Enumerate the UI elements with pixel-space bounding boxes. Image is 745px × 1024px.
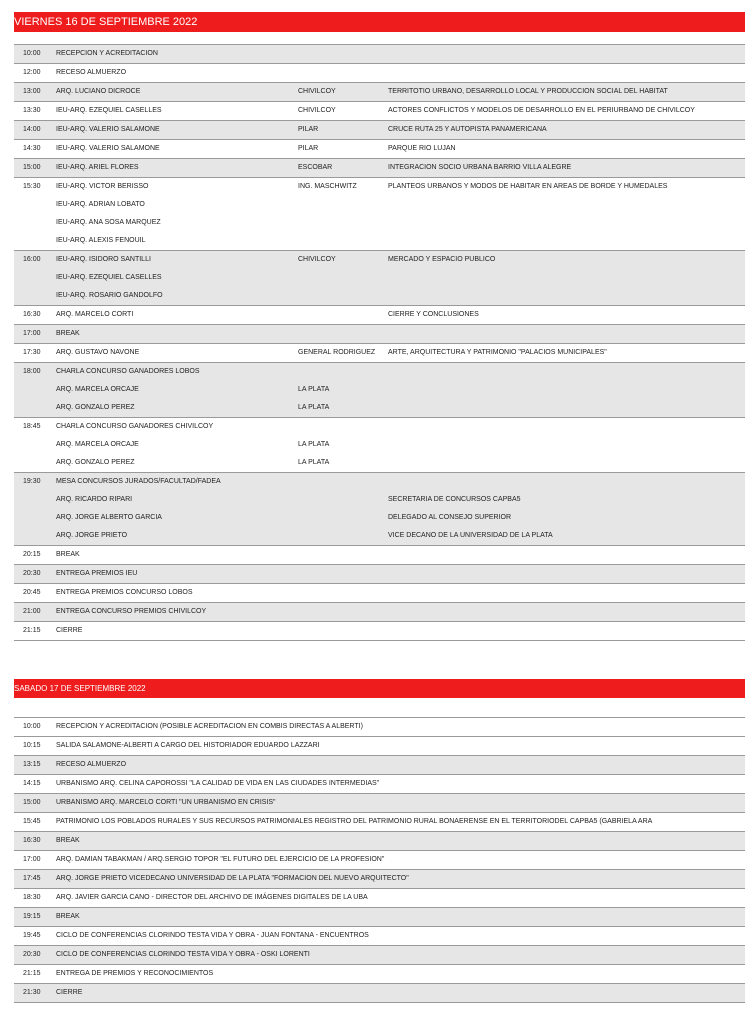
row-name: BREAK [56, 837, 80, 844]
row-name: ARQ. LUCIANO DICROCE [56, 88, 141, 95]
row-name: RECEPCION Y ACREDITACION [56, 50, 158, 57]
row-name: ENTREGA DE PREMIOS Y RECONOCIMIENTOS [56, 970, 214, 977]
row-time: 18:30 [23, 894, 41, 901]
row-desc: PARQUE RIO LUJAN [388, 145, 456, 152]
row-time: 17:45 [23, 875, 41, 882]
schedule-row [14, 491, 745, 509]
saturday-schedule-table [14, 717, 745, 1003]
schedule-row [14, 756, 745, 775]
row-name: IEU-ARQ. VALERIO SALAMONE [56, 145, 160, 152]
row-desc: MERCADO Y ESPACIO PUBLICO [388, 256, 496, 263]
schedule-row [14, 269, 745, 287]
row-name: URBANISMO ARQ. CELINA CAPOROSSI "LA CALIDAD DE VIDA EN LAS CIUDADES INTERMEDIAS" [56, 780, 380, 787]
schedule-row [14, 381, 745, 399]
row-place: CHIVILCOY [298, 256, 336, 263]
row-time: 14:15 [23, 780, 41, 787]
row-name: ENTREGA CONCURSO PREMIOS CHIVILCOY [56, 608, 207, 615]
schedule-row [14, 306, 745, 325]
row-name: ARQ. JORGE ALBERTO GARCIA [56, 514, 162, 521]
schedule-row [14, 214, 745, 232]
row-name: ARQ. MARCELO CORTI [56, 311, 134, 318]
row-time: 19:45 [23, 932, 41, 939]
schedule-row [14, 870, 745, 889]
row-time: 15:30 [23, 183, 41, 190]
schedule-row [14, 454, 745, 473]
schedule-row [14, 965, 745, 984]
row-time: 10:00 [23, 50, 41, 57]
friday-schedule-table [14, 44, 745, 641]
row-name: ENTREGA PREMIOS IEU [56, 570, 138, 577]
schedule-row [14, 473, 745, 491]
row-name: IEU-ARQ. EZEQUIEL CASELLES [56, 274, 162, 281]
row-place: LA PLATA [298, 404, 330, 411]
row-time: 21:15 [23, 627, 41, 634]
row-desc: SECRETARIA DE CONCURSOS CAPBA5 [388, 496, 521, 503]
row-name: IEU-ARQ. EZEQUIEL CASELLES [56, 107, 162, 114]
row-name: IEU-ARQ. VICTOR BERISSO [56, 183, 149, 190]
row-name: BREAK [56, 330, 80, 337]
row-name: ENTREGA PREMIOS CONCURSO LOBOS [56, 589, 193, 596]
row-name: CICLO DE CONFERENCIAS CLORINDO TESTA VIDA Y OBRA - JUAN FONTANA - ENCUENTROS [56, 932, 369, 939]
schedule-row [14, 64, 745, 83]
row-time: 10:00 [23, 723, 41, 730]
row-name: RECESO ALMUERZO [56, 69, 127, 76]
row-time: 21:15 [23, 970, 41, 977]
schedule-row [14, 775, 745, 794]
schedule-row [14, 603, 745, 622]
row-place: CHIVILCOY [298, 88, 336, 95]
schedule-row [14, 251, 745, 269]
row-name: BREAK [56, 551, 80, 558]
schedule-row [14, 509, 745, 527]
schedule-row [14, 232, 745, 251]
row-name: MESA CONCURSOS JURADOS/FACULTAD/FADEA [56, 478, 221, 485]
row-place: GENERAL RODRIGUEZ [298, 349, 376, 356]
row-place: ESCOBAR [298, 164, 333, 171]
schedule-row [14, 83, 745, 102]
row-time: 10:15 [23, 742, 41, 749]
row-place: ING. MASCHWITZ [298, 183, 357, 190]
schedule-row [14, 527, 745, 546]
row-name: SALIDA SALAMONE-ALBERTI A CARGO DEL HISTORIADOR EDUARDO LAZZARI [56, 742, 320, 749]
row-time: 17:00 [23, 330, 41, 337]
row-time: 15:45 [23, 818, 41, 825]
row-time: 18:45 [23, 423, 41, 430]
schedule-row [14, 102, 745, 121]
row-desc: CIERRE Y CONCLUSIONES [388, 311, 479, 318]
row-place: PILAR [298, 126, 319, 133]
row-place: CHIVILCOY [298, 107, 336, 114]
row-name: CHARLA CONCURSO GANADORES CHIVILCOY [56, 423, 214, 430]
row-time: 14:30 [23, 145, 41, 152]
row-desc: CRUCE RUTA 25 Y AUTOPISTA PANAMERICANA [388, 126, 547, 133]
schedule-row [14, 927, 745, 946]
schedule-row [14, 436, 745, 454]
row-time: 20:15 [23, 551, 41, 558]
row-time: 20:30 [23, 570, 41, 577]
row-name: ARQ. DAMIAN TABAKMAN / ARQ.SERGIO TOPOR "EL FUTURO DEL EJERCICIO DE LA PROFESION" [56, 856, 385, 863]
schedule-row [14, 399, 745, 418]
row-time: 18:00 [23, 368, 41, 375]
schedule-row [14, 718, 745, 737]
friday-title: VIERNES 16 DE SEPTIEMBRE 2022 [14, 16, 198, 28]
schedule-row [14, 565, 745, 584]
row-place: LA PLATA [298, 459, 330, 466]
row-time: 17:30 [23, 349, 41, 356]
row-name: ARQ. JORGE PRIETO VICEDECANO UNIVERSIDAD DE LA PLATA "FORMACION DEL NUEVO ARQUITECTO" [56, 875, 409, 882]
row-time: 19:30 [23, 478, 41, 485]
row-time: 15:00 [23, 799, 41, 806]
row-name: RECEPCION Y ACREDITACION (POSIBLE ACREDITACION EN COMBIS DIRECTAS A ALBERTI) [56, 723, 363, 730]
row-name: IEU-ARQ. ANA SOSA MARQUEZ [56, 219, 161, 226]
row-time: 13:15 [23, 761, 41, 768]
row-name: ARQ. JAVIER GARCIA CANO - DIRECTOR DEL ARCHIVO DE IMÁGENES DIGITALES DE LA UBA [56, 894, 368, 901]
row-name: CIERRE [56, 627, 83, 634]
row-name: ARQ. MARCELA ORCAJE [56, 386, 139, 393]
schedule-row [14, 889, 745, 908]
row-name: IEU-ARQ. ROSARIO GANDOLFO [56, 292, 163, 299]
schedule-row [14, 344, 745, 363]
schedule-row [14, 832, 745, 851]
row-time: 13:00 [23, 88, 41, 95]
schedule-row [14, 121, 745, 140]
row-name: ARQ. GUSTAVO NAVONE [56, 349, 140, 356]
row-time: 19:15 [23, 913, 41, 920]
row-name: CHARLA CONCURSO GANADORES LOBOS [56, 368, 200, 375]
row-time: 14:00 [23, 126, 41, 133]
row-name: IEU-ARQ. ISIDORO SANTILLI [56, 256, 151, 263]
row-name: CIERRE [56, 989, 83, 996]
row-time: 16:30 [23, 311, 41, 318]
schedule-row [14, 946, 745, 965]
row-time: 12:00 [23, 69, 41, 76]
row-name: ARQ. RICARDO RIPARI [56, 496, 133, 503]
row-place: PILAR [298, 145, 319, 152]
row-time: 17:00 [23, 856, 41, 863]
schedule-row [14, 287, 745, 306]
row-name: ARQ. GONZALO PEREZ [56, 404, 135, 411]
row-place: LA PLATA [298, 441, 330, 448]
schedule-row [14, 908, 745, 927]
row-desc: INTEGRACION SOCIO URBANA BARRIO VILLA ALEGRE [388, 164, 572, 171]
row-name: IEU-ARQ. ALEXIS FENOUIL [56, 237, 146, 244]
schedule-row [14, 546, 745, 565]
row-name: CICLO DE CONFERENCIAS CLORINDO TESTA VIDA Y OBRA - OSKI LORENTI [56, 951, 310, 958]
friday-banner [14, 12, 745, 32]
schedule-row [14, 584, 745, 603]
row-name: IEU-ARQ. ARIEL FLORES [56, 164, 139, 171]
schedule-row [14, 196, 745, 214]
row-name: IEU-ARQ. ADRIAN LOBATO [56, 201, 145, 208]
saturday-title: SABADO 17 DE SEPTIEMBRE 2022 [14, 684, 146, 693]
row-time: 15:00 [23, 164, 41, 171]
row-desc: ARTE, ARQUITECTURA Y PATRIMONIO "PALACIOS MUNICIPALES" [388, 349, 607, 356]
row-name: ARQ. JORGE PRIETO [56, 532, 128, 539]
row-desc: TERRITOTIO URBANO, DESARROLLO LOCAL Y PRODUCCION SOCIAL DEL HABITAT [388, 88, 668, 95]
row-name: IEU-ARQ. VALERIO SALAMONE [56, 126, 160, 133]
schedule-row [14, 325, 745, 344]
row-time: 20:45 [23, 589, 41, 596]
schedule-row [14, 984, 745, 1003]
row-desc: VICE DECANO DE LA UNIVERSIDAD DE LA PLATA [388, 532, 553, 539]
schedule-row [14, 737, 745, 756]
row-time: 21:30 [23, 989, 41, 996]
schedule-row [14, 45, 745, 64]
saturday-banner [14, 679, 745, 698]
row-name: ARQ. GONZALO PEREZ [56, 459, 135, 466]
schedule-row [14, 794, 745, 813]
row-name: PATRIMONIO LOS POBLADOS RURALES Y SUS RECURSOS PATRIMONIALES REGISTRO DEL PATRIMONIO RURAL BONAERENSE EN EL TERRITORIODEL CAPBA5 (GABRIELA ARA [56, 818, 653, 825]
row-time: 21:00 [23, 608, 41, 615]
schedule-row [14, 140, 745, 159]
row-time: 16:30 [23, 837, 41, 844]
row-name: URBANISMO ARQ. MARCELO CORTI "UN URBANISMO EN CRISIS" [56, 799, 276, 806]
schedule-row [14, 813, 745, 832]
schedule-row [14, 178, 745, 196]
row-name: RECESO ALMUERZO [56, 761, 127, 768]
schedule-row [14, 622, 745, 641]
row-time: 16:00 [23, 256, 41, 263]
schedule-row [14, 363, 745, 381]
row-name: ARQ. MARCELA ORCAJE [56, 441, 139, 448]
row-name: BREAK [56, 913, 80, 920]
schedule-row [14, 159, 745, 178]
schedule-row [14, 418, 745, 436]
schedule-row [14, 851, 745, 870]
row-desc: ACTORES CONFLICTOS Y MODELOS DE DESARROLLO EN EL PERIURBANO DE CHIVILCOY [388, 107, 695, 114]
row-time: 20:30 [23, 951, 41, 958]
row-place: LA PLATA [298, 386, 330, 393]
row-desc: DELEGADO AL CONSEJO SUPERIOR [388, 514, 512, 521]
row-desc: PLANTEOS URBANOS Y MODOS DE HABITAR EN AREAS DE BORDE Y HUMEDALES [388, 183, 668, 190]
row-time: 13:30 [23, 107, 41, 114]
